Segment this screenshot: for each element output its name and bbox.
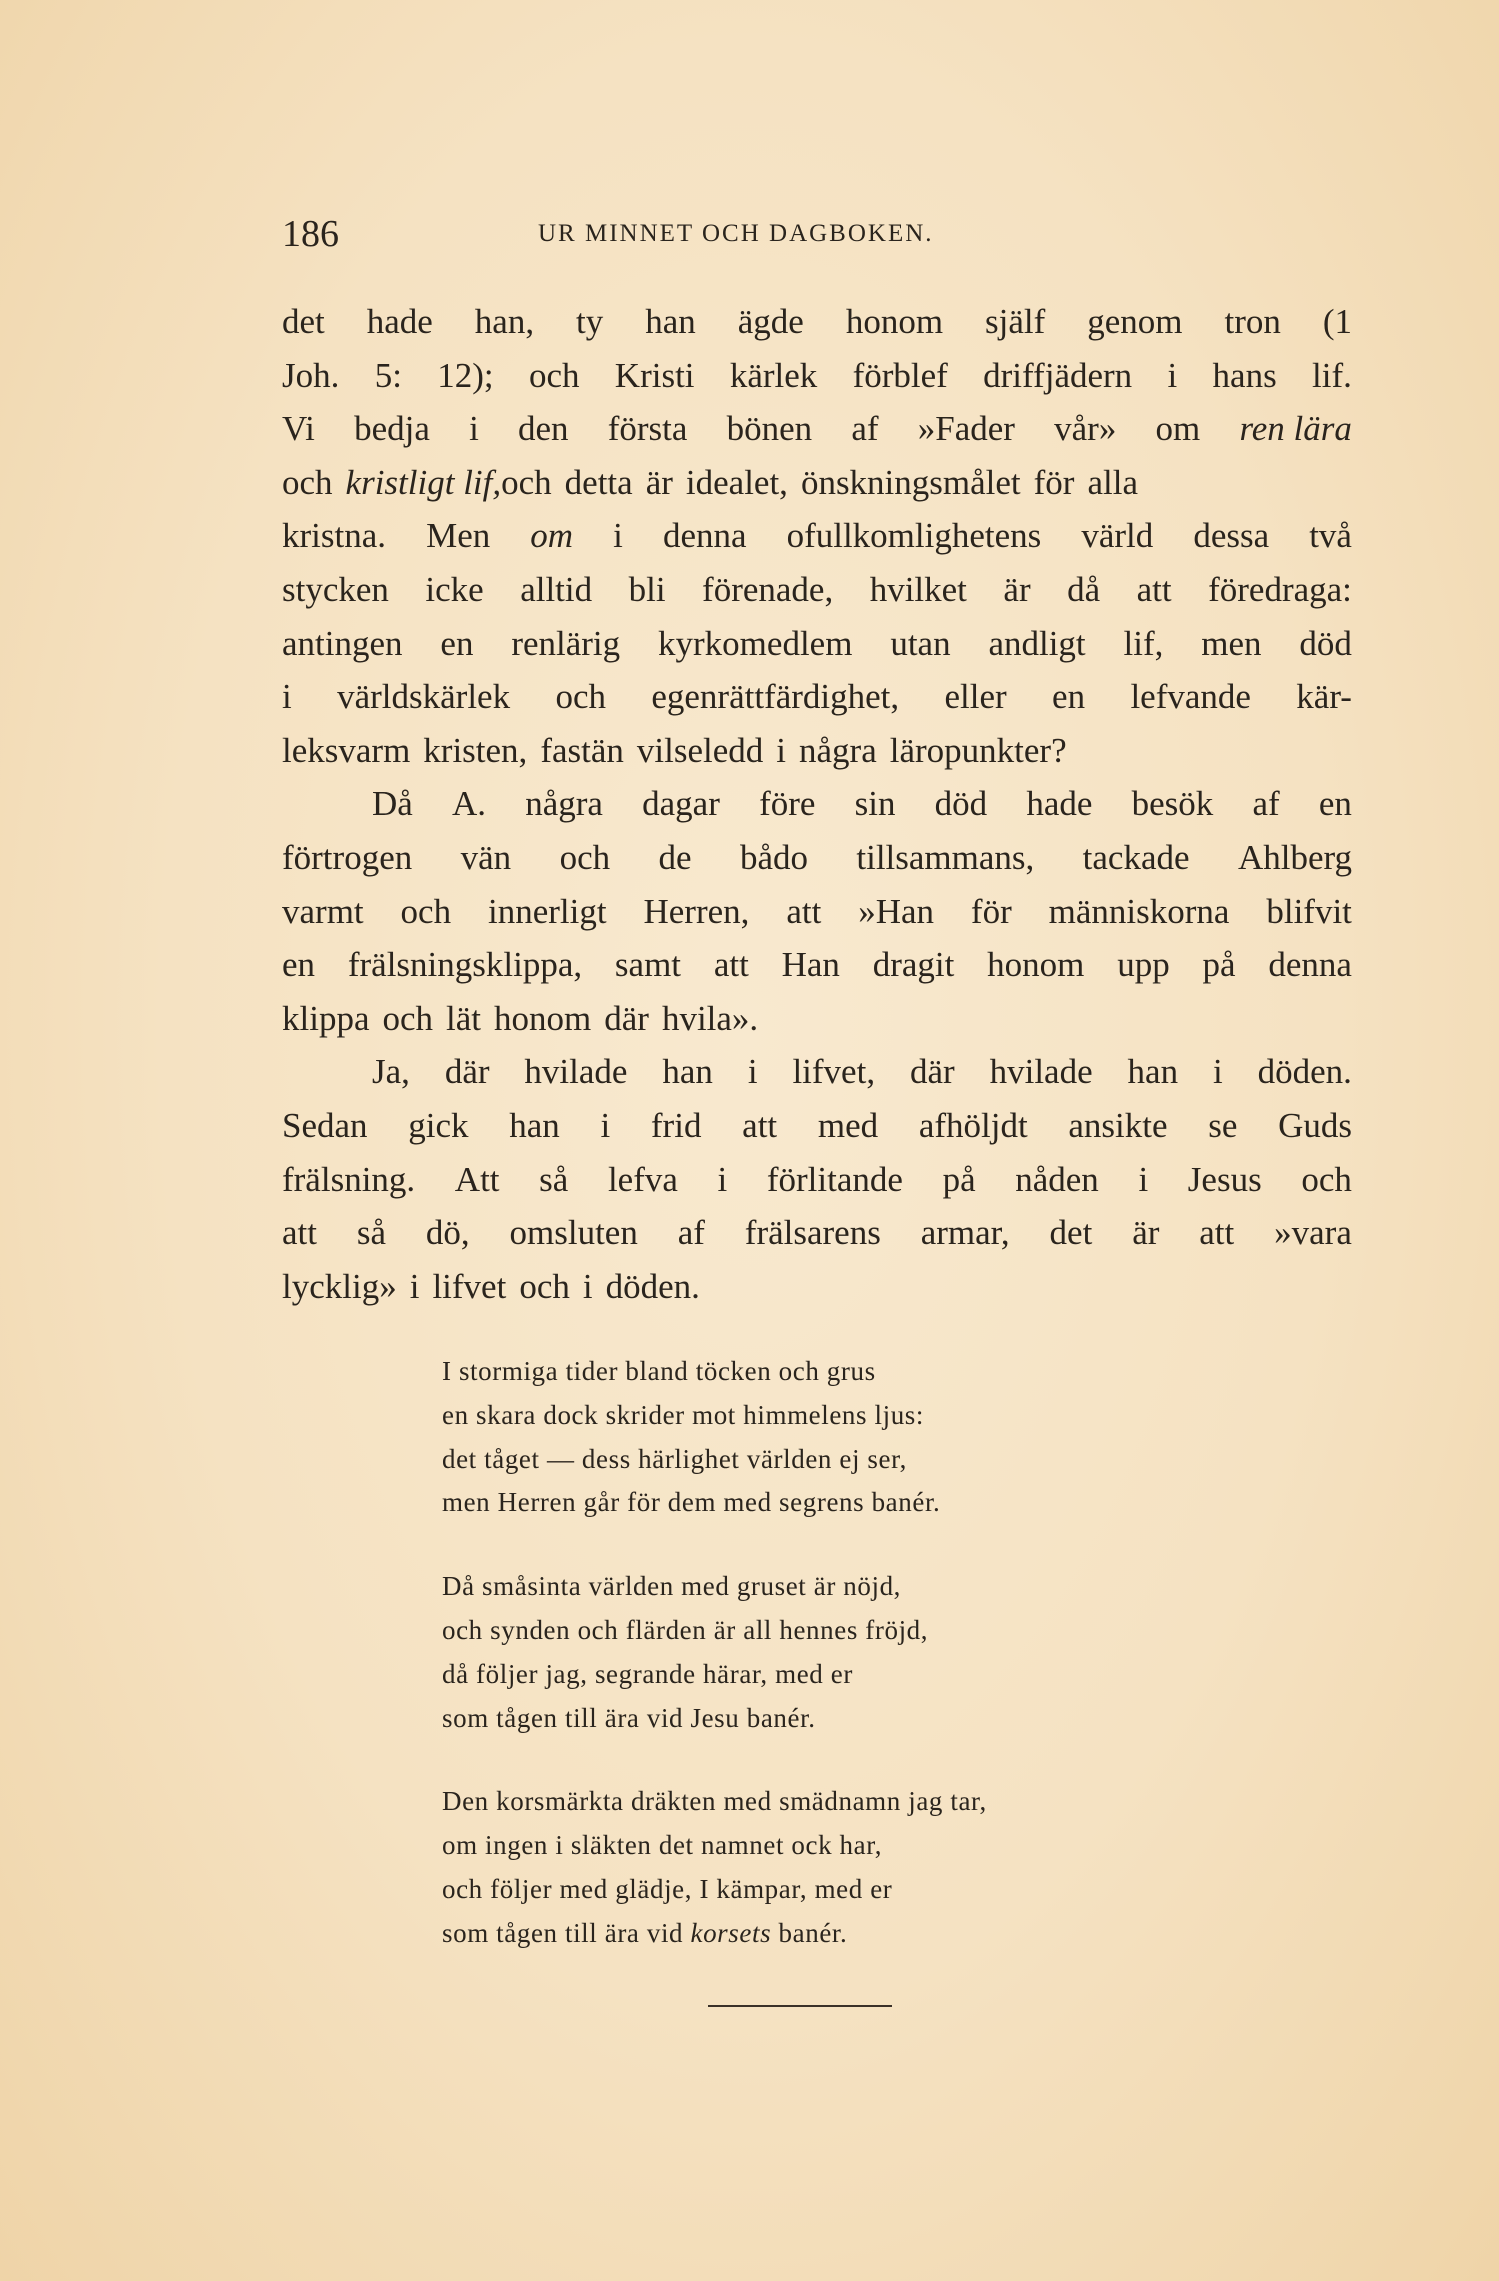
- page-header: [282, 212, 1362, 262]
- word: i: [776, 730, 786, 770]
- text-line: [282, 1045, 1352, 1099]
- word: honom: [987, 945, 1085, 985]
- word: och: [555, 677, 606, 717]
- word: själf: [985, 302, 1046, 341]
- word: kyrkomedlem: [658, 623, 853, 663]
- word: »Han: [858, 891, 935, 931]
- word: Ahlberg: [1237, 837, 1352, 877]
- word: Han: [781, 945, 840, 985]
- word: det: [282, 302, 325, 341]
- word: förlitande: [766, 1159, 903, 1199]
- word: före: [759, 784, 816, 824]
- word: i: [409, 1266, 420, 1306]
- word: en: [282, 945, 316, 985]
- word: eller: [944, 677, 1007, 717]
- word: några: [799, 730, 877, 770]
- word: bådo: [739, 837, 808, 877]
- word: för: [970, 891, 1012, 931]
- word: han: [509, 1105, 560, 1145]
- word: så: [356, 1213, 387, 1253]
- word: dragit: [872, 945, 955, 985]
- poem-line: Den korsmärkta dräkten med smädnamn jag tar,: [442, 1786, 987, 1817]
- word: i: [1167, 355, 1178, 395]
- word: blifvit: [1266, 891, 1352, 931]
- end-rule: [708, 2005, 892, 2007]
- word: A.: [452, 784, 487, 824]
- word: vår»: [1054, 409, 1117, 449]
- poem-line: men Herren går för dem med segrens banér.: [442, 1487, 941, 1518]
- word: antingen: [282, 623, 403, 663]
- poem-line: som tågen till ära vid korsets banér.: [442, 1917, 848, 1948]
- word: Ja,: [372, 1052, 410, 1092]
- word: är: [645, 462, 673, 502]
- poem-line: det tåget — dess härlighet världen ej ser,: [442, 1443, 907, 1474]
- poem-line: I stormiga tider bland töcken och grus: [442, 1356, 876, 1386]
- poem-line: då följer jag, segrande härar, med er: [442, 1658, 853, 1689]
- word: och: [1301, 1159, 1352, 1199]
- word: där: [909, 1052, 955, 1092]
- word: Då: [372, 784, 413, 824]
- text-line: [282, 509, 1352, 563]
- word: hvilade: [989, 1052, 1093, 1092]
- word: två: [1309, 516, 1352, 556]
- word: utan: [890, 623, 951, 663]
- text-line: [282, 885, 1352, 939]
- word: se: [1208, 1105, 1238, 1145]
- poem-line: en skara dock skrider mot himmelens ljus:: [442, 1399, 925, 1430]
- word: en: [440, 623, 474, 663]
- word: varmt: [282, 891, 364, 931]
- word: renlärig: [511, 623, 621, 663]
- word: ansikte: [1068, 1105, 1168, 1145]
- word: 5:: [374, 355, 402, 395]
- word: så: [539, 1159, 569, 1199]
- word: och: [559, 837, 611, 877]
- word: världskärlek: [337, 677, 511, 717]
- text-line: [282, 777, 1352, 831]
- text-line: [282, 617, 1352, 671]
- word: stycken: [282, 569, 389, 609]
- word: en: [1052, 677, 1086, 717]
- word: 12);: [437, 355, 494, 395]
- word: leksvarm: [282, 730, 411, 770]
- word: en: [1318, 784, 1352, 824]
- text-line: [282, 670, 1352, 724]
- text-line: [282, 724, 1352, 778]
- word: första: [607, 409, 688, 449]
- word: Men: [426, 516, 491, 556]
- word: lefvande: [1130, 677, 1251, 717]
- word: med: [817, 1105, 879, 1145]
- poem-stanza: [442, 1350, 1162, 1525]
- word: i: [582, 1266, 593, 1306]
- word: på: [942, 1159, 976, 1199]
- poem-line: om ingen i släkten det namnet ock har,: [442, 1830, 883, 1861]
- word: döden.: [605, 1266, 700, 1306]
- poem-line: som tågen till ära vid Jesu banér.: [442, 1702, 816, 1733]
- word: han: [1127, 1052, 1179, 1092]
- word: är: [1132, 1213, 1160, 1253]
- word: innerligt: [488, 891, 607, 931]
- word: den: [518, 409, 569, 449]
- word: döden.: [1257, 1052, 1352, 1092]
- page-number: 186: [282, 213, 339, 255]
- word: dagar: [642, 784, 720, 824]
- poem-line: och synden och flärden är all hennes fröjd,: [442, 1614, 929, 1645]
- word: klippa: [282, 998, 370, 1038]
- word: lifvet: [432, 1266, 507, 1306]
- word: föredraga:: [1208, 569, 1352, 609]
- word: i: [282, 677, 292, 717]
- word: i: [1138, 1159, 1149, 1199]
- word: lifvet,: [792, 1052, 876, 1092]
- word: och: [400, 891, 452, 931]
- word: (1: [1322, 302, 1352, 341]
- text-line: [282, 831, 1352, 885]
- word: samt: [614, 945, 682, 985]
- word: men: [1201, 623, 1262, 663]
- word: och: [282, 462, 333, 502]
- running-title: UR MINNET OCH DAGBOKEN.: [538, 220, 934, 247]
- word: denna: [662, 516, 747, 556]
- word: han,: [474, 302, 535, 341]
- word: omsluten: [509, 1213, 638, 1253]
- word: »vara: [1274, 1213, 1352, 1253]
- word: på: [1202, 945, 1236, 985]
- word: tillsammans,: [856, 837, 1035, 877]
- word: han: [645, 302, 696, 341]
- word: i: [600, 1105, 611, 1145]
- word: frälsning.: [282, 1159, 416, 1199]
- word: af: [677, 1213, 705, 1253]
- text-line: [282, 1260, 1352, 1314]
- word: de: [658, 837, 692, 877]
- word: det: [1049, 1213, 1093, 1253]
- text-line: [282, 563, 1352, 617]
- word: i: [747, 1052, 758, 1092]
- word: Joh.: [282, 355, 340, 395]
- word: att: [1136, 569, 1172, 609]
- text-line: [282, 938, 1352, 992]
- word: kär-: [1296, 677, 1352, 717]
- word: död: [1299, 623, 1352, 663]
- word: kärlek: [729, 355, 818, 395]
- word: af: [1252, 784, 1280, 824]
- word: lif,: [1123, 623, 1164, 663]
- italic-word: korsets: [690, 1917, 772, 1948]
- word: kristen,: [423, 730, 528, 770]
- word: andligt: [988, 623, 1086, 663]
- word: där: [604, 998, 649, 1038]
- word: hvila».: [661, 998, 759, 1038]
- word: att: [713, 945, 749, 985]
- word: i: [469, 409, 479, 449]
- word: Guds: [1278, 1105, 1352, 1145]
- poem-stanza: [442, 1780, 1162, 1955]
- word: upp: [1117, 945, 1170, 985]
- word: att: [786, 891, 822, 931]
- word: icke: [425, 569, 484, 609]
- word: bönen: [726, 409, 813, 449]
- word: armar,: [920, 1213, 1010, 1253]
- poem: [442, 1350, 1162, 1996]
- word: egenrättfärdighet,: [651, 677, 900, 717]
- word: bedja: [354, 409, 430, 449]
- word: af: [851, 409, 879, 449]
- word: sin: [854, 784, 896, 824]
- word: är: [1003, 569, 1031, 609]
- word: lefva: [607, 1159, 678, 1199]
- word: lif.: [1312, 355, 1352, 395]
- word: afhöljdt: [918, 1105, 1028, 1145]
- word: förblef: [852, 355, 948, 395]
- word: och: [501, 462, 552, 502]
- word: nåden: [1015, 1159, 1099, 1199]
- word: i: [613, 516, 623, 556]
- word: Jesus: [1187, 1159, 1262, 1199]
- word: ofullkomlighetens: [786, 516, 1042, 556]
- word: honom: [494, 998, 592, 1038]
- word: »Fader: [917, 409, 1015, 449]
- word: för: [1033, 462, 1075, 502]
- word: dessa: [1193, 516, 1270, 556]
- word: i: [1212, 1052, 1223, 1092]
- body-text: [282, 295, 1352, 1313]
- word: i: [717, 1159, 728, 1199]
- poem-line: Då småsinta världen med gruset är nöjd,: [442, 1571, 902, 1602]
- word: hade: [366, 302, 433, 341]
- word: frälsarens: [744, 1213, 881, 1253]
- word: hvilket: [869, 569, 967, 609]
- word: människorna: [1048, 891, 1230, 931]
- text-line: [282, 1206, 1352, 1260]
- word: tron: [1224, 302, 1281, 341]
- text-line: [282, 992, 1352, 1046]
- text-line: [282, 402, 1352, 456]
- word: förtrogen: [282, 837, 413, 877]
- word: Att: [454, 1159, 500, 1199]
- word: ägde: [737, 302, 804, 341]
- word: att: [1199, 1213, 1235, 1253]
- word: alla: [1087, 462, 1138, 502]
- word: önskningsmålet: [800, 462, 1021, 502]
- word: vilseledd: [636, 730, 764, 770]
- word: hans: [1212, 355, 1277, 395]
- word: ty: [576, 302, 604, 341]
- word: om: [530, 516, 574, 556]
- word: vän: [460, 837, 512, 877]
- word: fastän: [540, 730, 624, 770]
- word: hvilade: [524, 1052, 628, 1092]
- word: då: [1067, 569, 1101, 609]
- word: frid: [650, 1105, 702, 1145]
- text-line: [282, 1099, 1352, 1153]
- word: Sedan: [282, 1105, 368, 1145]
- word: kristna.: [282, 516, 387, 556]
- word: att: [282, 1213, 317, 1253]
- word: idealet,: [685, 462, 788, 502]
- word: och: [528, 355, 580, 395]
- word: genom: [1087, 302, 1183, 341]
- word: bli: [628, 569, 666, 609]
- word: detta: [564, 462, 633, 502]
- text-line: [282, 456, 1352, 510]
- word: honom: [845, 302, 944, 341]
- word: läropunkter?: [889, 730, 1067, 770]
- word: gick: [408, 1105, 469, 1145]
- word: några: [525, 784, 603, 824]
- word: kristligt lif,: [345, 462, 502, 502]
- word: denna: [1268, 945, 1352, 985]
- word: ren lära: [1239, 409, 1352, 449]
- word: död: [934, 784, 988, 824]
- word: lät: [446, 998, 482, 1038]
- word: förenade,: [702, 569, 834, 609]
- word: driffjädern: [983, 355, 1133, 395]
- word: han: [662, 1052, 713, 1092]
- word: besök: [1131, 784, 1214, 824]
- poem-line: och följer med glädje, I kämpar, med er: [442, 1873, 893, 1904]
- word: och: [519, 1266, 570, 1306]
- word: om: [1155, 409, 1201, 449]
- word: hade: [1026, 784, 1093, 824]
- word: värld: [1081, 516, 1154, 556]
- poem-stanza: [442, 1565, 1162, 1740]
- word: frälsningsklippa,: [347, 945, 583, 985]
- word: alltid: [520, 569, 593, 609]
- word: att: [742, 1105, 778, 1145]
- word: Herren,: [643, 891, 750, 931]
- word: och: [382, 998, 434, 1038]
- word: där: [444, 1052, 490, 1092]
- word: Vi: [282, 409, 315, 449]
- text-line: [282, 349, 1352, 403]
- word: dö,: [425, 1213, 470, 1253]
- text-line: [282, 295, 1352, 349]
- word: tackade: [1082, 837, 1190, 877]
- text-line: [282, 1153, 1352, 1207]
- word: lycklig»: [282, 1266, 397, 1306]
- word: Kristi: [614, 355, 695, 395]
